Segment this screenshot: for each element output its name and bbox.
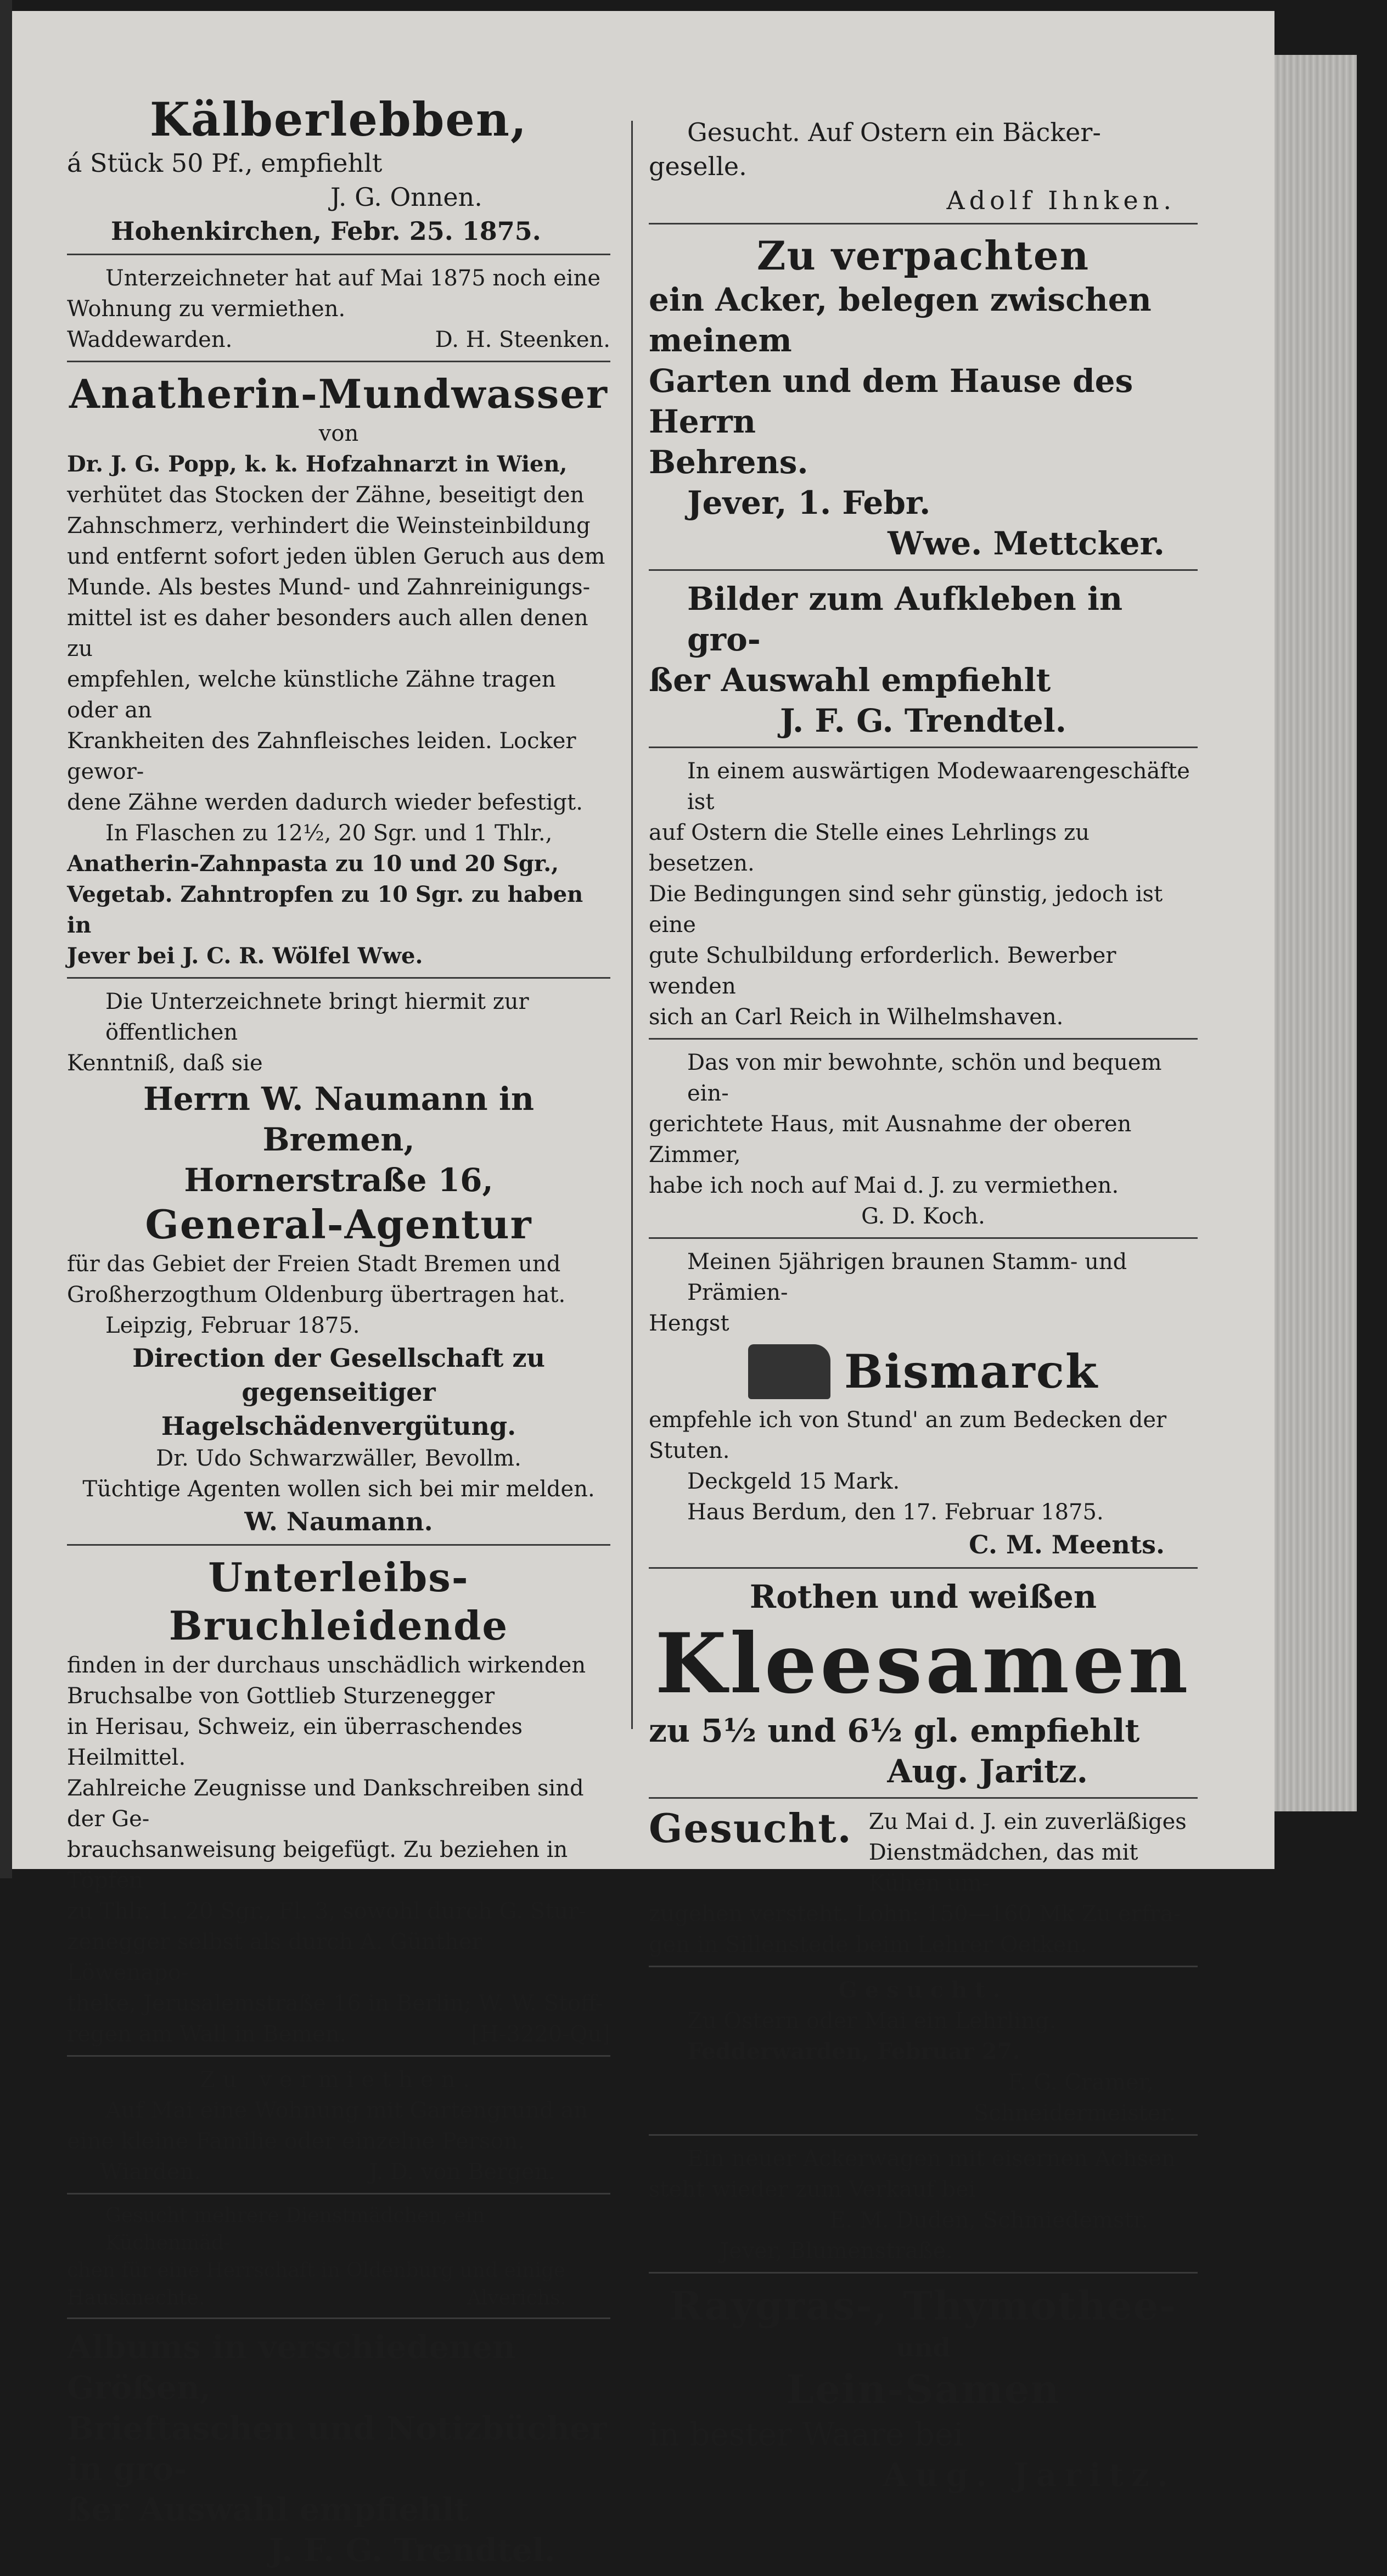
- ad-direction: Direction der Gesellschaft zu: [132, 1343, 545, 1373]
- ad-text: Auf Mai eine Wohnung mit Gartengrund an: [105, 2098, 588, 2123]
- ad-text: Behrens.: [649, 444, 808, 481]
- divider: [649, 1038, 1198, 1040]
- ad-gesucht-dienstmaedchen: [649, 1806, 1198, 1960]
- ad-line: zenegger selbst als durch A. Günther Löwenapo-: [67, 1929, 482, 1985]
- ad-lehrling-modewaren: [649, 756, 1198, 1032]
- ad-place-date: Jever, 1. Febr.: [687, 484, 931, 521]
- ad-text: Rothen und weißen: [749, 1578, 1097, 1615]
- ad-text: Garten und dem Hause des Herrn: [649, 362, 1133, 440]
- ad-text: Hausknechte.: [67, 2287, 205, 2309]
- ad-kaelberlebben: [67, 93, 610, 248]
- ad-line: auf Ostern die Stelle eines Lehrlings zu besetzen.: [649, 820, 1090, 876]
- ad-line: Vegetab. Zahntropfen zu 10 Sgr. zu haben in: [67, 882, 583, 938]
- ad-bilder: [649, 579, 1198, 741]
- newspaper-page: [12, 11, 1274, 2569]
- ad-text: Meinen 5jährigen braunen Stamm- und Prämien-: [687, 1249, 1127, 1305]
- ad-code: [H-3220-Qu]: [471, 2022, 610, 2047]
- ad-line: In Flaschen zu 12½, 20 Sgr. und 1 Thlr.,: [105, 821, 553, 846]
- ad-gesucht-lehrling: [649, 1975, 1198, 2129]
- ad-text: geselle.: [649, 151, 747, 181]
- ad-zu-vermiethen: [67, 2064, 610, 2187]
- divider: [649, 2134, 1198, 2136]
- ad-line: theke, Jerusalemstraße 16 in Berlin; W. W. Stoff-: [67, 1991, 603, 2016]
- ad-text: Zu Ostern oder Mai ein Lehrling.: [687, 2008, 1057, 2034]
- ad-line: mittel ist es daher besonders auch allen denen zu: [67, 605, 588, 661]
- ad-text: ßer Auswahl empfiehlt: [67, 2491, 469, 2528]
- ad-text: Unterzeichneter hat auf Mai 1875 noch eine: [105, 266, 601, 291]
- divider: [649, 1567, 1198, 1569]
- ad-text: Zu Mai d. J. ein zuverläßiges: [868, 1809, 1187, 1834]
- ad-place: Waddewarden.: [67, 327, 233, 352]
- ad-bruchleidende: [67, 1553, 610, 2050]
- ad-line: Anatherin-Zahnpasta zu 10 und 20 Sgr.,: [67, 851, 559, 877]
- ad-text: eine kleine Familie oder einzelne Person.: [67, 2129, 525, 2154]
- ad-line: Krankheiten des Zahnfleisches leiden. Locker gewor-: [67, 728, 576, 784]
- ad-place-date: Leipzig, Februar 1875.: [105, 1313, 360, 1338]
- ad-text: Dienstmädchen, das mit Kühen um-: [868, 1840, 1138, 1896]
- ad-text: Wohnung zu vermiethen.: [67, 296, 346, 322]
- ad-line: und entfernt sofort jeden üblen Geruch aus dem: [67, 544, 605, 569]
- ad-title: Gesucht.: [649, 1805, 852, 1851]
- ad-text: Kenntniß, daß sie: [67, 1051, 263, 1076]
- ad-line: dene Zähne werden dadurch wieder befestigt.: [67, 790, 583, 815]
- ad-signature: F. G. Cramer,: [1008, 2070, 1154, 2095]
- ad-line: in Herisau, Schweiz, ein überraschendes Heilmittel.: [67, 1714, 523, 1770]
- ad-general-agentur: [67, 986, 610, 1539]
- divider: [67, 2055, 610, 2057]
- ad-line: regen am Wall in Bemen.: [67, 2022, 347, 2047]
- ad-line: Munde. Als bestes Mund- und Zahnreinigungs-: [67, 575, 591, 600]
- ad-line: sich an Carl Reich in Wilhelmshaven.: [649, 1004, 1064, 1030]
- ad-verpachten: [649, 232, 1198, 564]
- ad-line: brauchsanweisung beigefügt. Zu beziehen in Töpfen: [67, 1837, 568, 1893]
- ad-text: Hengst: [649, 1311, 729, 1336]
- ad-text: gen in Sillenstede beim Lehrer Oetken.: [649, 1932, 1087, 1957]
- ad-text: chen für eine Herrschaft in Oldenburg und einige: [67, 2259, 566, 2282]
- ad-text: Gesucht. Auf Ostern ein Bäcker-: [687, 117, 1101, 147]
- ad-signature: J. F. G. Trendtel.: [269, 2532, 555, 2569]
- right-column: [649, 115, 1198, 2501]
- ad-title: Bismarck: [844, 1344, 1099, 1399]
- ad-text: Bilder zum Aufkleben in gro-: [687, 580, 1123, 658]
- ad-title: Unterleibs-Bruchleidende: [169, 1554, 509, 1649]
- ad-footer: [67, 2285, 610, 2312]
- divider: [67, 2193, 610, 2195]
- ad-signature: J. D. von Bergen.: [369, 2159, 555, 2185]
- divider: [649, 569, 1198, 571]
- ad-title-row: [649, 1344, 1198, 1399]
- divider: [67, 2317, 610, 2319]
- ad-footer: [67, 2019, 610, 2050]
- ad-text: zu 5½ und 6½ gl. empfiehlt: [649, 1712, 1140, 1749]
- ad-place: Wiarden.: [100, 2159, 201, 2185]
- ad-signature: Wwe. Mettcker.: [888, 525, 1165, 562]
- ad-ackerwagen: [649, 2143, 1198, 2266]
- ad-text: Großherzogthum Oldenburg übertragen hat.: [67, 1282, 566, 1307]
- ad-title: Raygras-, Thymothee-: [669, 2282, 1177, 2329]
- ad-text: ein Acker, belegen zwischen meinem: [649, 281, 1152, 359]
- ad-title: Kälberlebben,: [149, 92, 528, 147]
- ad-title: Lein-Samen: [786, 2366, 1060, 2412]
- ad-text: gerichtete Haus, mit Ausnahme der oberen Zimmer,: [649, 1112, 1132, 1168]
- ad-haus-koch: [649, 1047, 1198, 1232]
- ad-line: Zahnschmerz, verhindert die Weinsteinbildung: [67, 513, 591, 538]
- divider: [649, 1797, 1198, 1799]
- ad-line: Bruchsalbe von Gottlieb Sturzenegger: [67, 1683, 495, 1709]
- ad-head-row: [649, 1806, 1198, 1899]
- ad-signature: E. M. Duden, Schmiedemstr.: [829, 2208, 1148, 2233]
- divider: [67, 977, 610, 979]
- ad-direction: gegenseitiger Hagelschädenvergütung.: [161, 1377, 516, 1441]
- ad-text: in bester Waare bei: [649, 2416, 964, 2453]
- divider: [67, 361, 610, 362]
- ad-footer: [67, 2157, 610, 2187]
- ad-agent-street: Hornerstraße 16,: [184, 1161, 493, 1199]
- ad-text: Die Unterzeichnete bringt hiermit zur öffentlichen: [105, 989, 529, 1045]
- ad-head-text: [869, 1806, 1198, 1899]
- ad-signature: G. D. Koch.: [861, 1204, 985, 1229]
- ad-wohnung-steenken: [67, 263, 610, 355]
- ad-kleesamen: [649, 1576, 1198, 1792]
- divider: [649, 1966, 1198, 1967]
- divider: [649, 2272, 1198, 2274]
- ad-signer: Dr. Udo Schwarzwäller, Bevollm.: [156, 1446, 521, 1471]
- ad-text: Ein neuer Ackerwagen mit eisernen Achsen: [687, 2146, 1176, 2171]
- ad-text: habe ich noch auf Mai d. J. zu vermiethen.: [649, 1173, 1119, 1198]
- ad-signature: Aug. Jaritz.: [883, 2456, 1176, 2494]
- ad-title: Zu verpachten: [756, 232, 1090, 279]
- ad-place-date: Hohenkirchen, Febr. 25. 1875.: [111, 216, 541, 246]
- ad-signature: C. M. Meents.: [969, 1530, 1165, 1559]
- ad-text: á Stück 50 Pf., empfiehlt: [67, 148, 383, 178]
- ad-body: [67, 1650, 610, 2050]
- ad-line: In einem auswärtigen Modewaarengeschäfte ist: [687, 759, 1190, 815]
- ad-raygras: [649, 2281, 1198, 2495]
- ad-anatherin: [67, 370, 610, 972]
- ad-text: Das von mir bewohnte, schön und bequem ein-: [687, 1050, 1162, 1106]
- ad-text: steht wieder zum Verkauf bei: [649, 2177, 976, 2202]
- page-stack-edge: [1274, 55, 1357, 1811]
- ad-albums: [67, 2327, 610, 2571]
- ad-line: gute Schulbildung erforderlich. Bewerber wenden: [649, 943, 1116, 999]
- horse-icon: [748, 1344, 830, 1399]
- ad-text: Brieftaschen und Notizbücher in gro-: [67, 2410, 607, 2488]
- divider: [649, 223, 1198, 225]
- ad-place-date: Haus Berdum, den 17. Februar 1875.: [687, 1500, 1104, 1525]
- ad-line: empfehlen, welche künstliche Zähne tragen oder an: [67, 667, 556, 723]
- ad-title: Kleesamen: [655, 1615, 1192, 1712]
- ad-text: ßer Auswahl empfiehlt: [649, 661, 1051, 699]
- ad-signer-title: Schneidermeister.: [973, 2101, 1176, 2126]
- ad-text: Gesucht mehrere Dienstmädchen, ein Küchenmäd-: [105, 2204, 485, 2254]
- ad-line: zu Thlr. 1. 20 Sgr., Fl. 3, sowohl durch G. Stur-: [67, 1899, 586, 1924]
- ad-line: Zahlreiche Zeugnisse und Dankschreiben sind der Ge-: [67, 1776, 584, 1832]
- ad-dienstmaedchen: [67, 2202, 610, 2312]
- ad-line: verhütet das Stocken der Zähne, beseitigt den: [67, 482, 585, 508]
- ad-signature: J. F. G. Trendtel.: [780, 702, 1066, 739]
- ad-signature: W. Naumann.: [244, 1507, 433, 1536]
- ad-line: finden in der durchaus unschädlich wirkenden: [67, 1653, 586, 1678]
- ad-place: Jever, Blumenstraße.: [720, 2238, 953, 2264]
- ad-line: Die Bedingungen sind sehr günstig, jedoch ist eine: [649, 882, 1163, 938]
- ad-text: Albums in verschiedenen Größen,: [67, 2328, 516, 2406]
- ad-title: Zu vermiethen.: [199, 2067, 478, 2092]
- ad-signature: Adolf Ihnken.: [946, 186, 1176, 215]
- divider: [649, 1237, 1198, 1239]
- ad-title: Gesucht.: [838, 1977, 1008, 2003]
- ad-text: zugehen versteht. Lohn: 150—160 Mk Zu erfra-: [649, 1901, 1181, 1927]
- ad-signature: Alverichs.: [467, 2287, 566, 2309]
- ad-von: von: [318, 421, 359, 446]
- ad-agent-name: Herrn W. Naumann in Bremen,: [143, 1080, 535, 1158]
- ad-place-date: Fedderwarden, Februar 27.: [687, 2039, 1020, 2064]
- ad-title: Anatherin-Mundwasser: [69, 371, 608, 417]
- ad-line: Jever bei J. C. R. Wölfel Wwe.: [67, 943, 423, 969]
- ad-text: Deckgeld 15 Mark.: [687, 1469, 900, 1494]
- ad-text: Tüchtige Agenten wollen sich bei mir melden.: [82, 1477, 595, 1502]
- column-divider: [631, 121, 633, 1729]
- ad-bismarck: [649, 1247, 1198, 1562]
- ad-line: Dr. J. G. Popp, k. k. Hofzahnarzt in Wien,: [67, 451, 568, 477]
- divider: [67, 1544, 610, 1546]
- left-column: [67, 93, 610, 2576]
- ad-signature: Aug. Jaritz.: [887, 1753, 1088, 1790]
- ad-text: für das Gebiet der Freien Stadt Bremen und: [67, 1251, 561, 1277]
- ad-footer: [67, 324, 610, 355]
- ad-body: [67, 449, 610, 972]
- book-spine: [0, 0, 12, 1878]
- divider: [649, 747, 1198, 748]
- ad-text: und: [896, 2333, 951, 2362]
- divider: [67, 254, 610, 255]
- ad-signature: D. H. Steenken.: [435, 327, 610, 352]
- ad-text: empfehle ich von Stund' an zum Bedecken der Stuten.: [649, 1407, 1167, 1463]
- ad-signature: J. G. Onnen.: [330, 182, 482, 212]
- ad-title: General-Agentur: [145, 1201, 532, 1248]
- ad-baecker: [649, 115, 1198, 217]
